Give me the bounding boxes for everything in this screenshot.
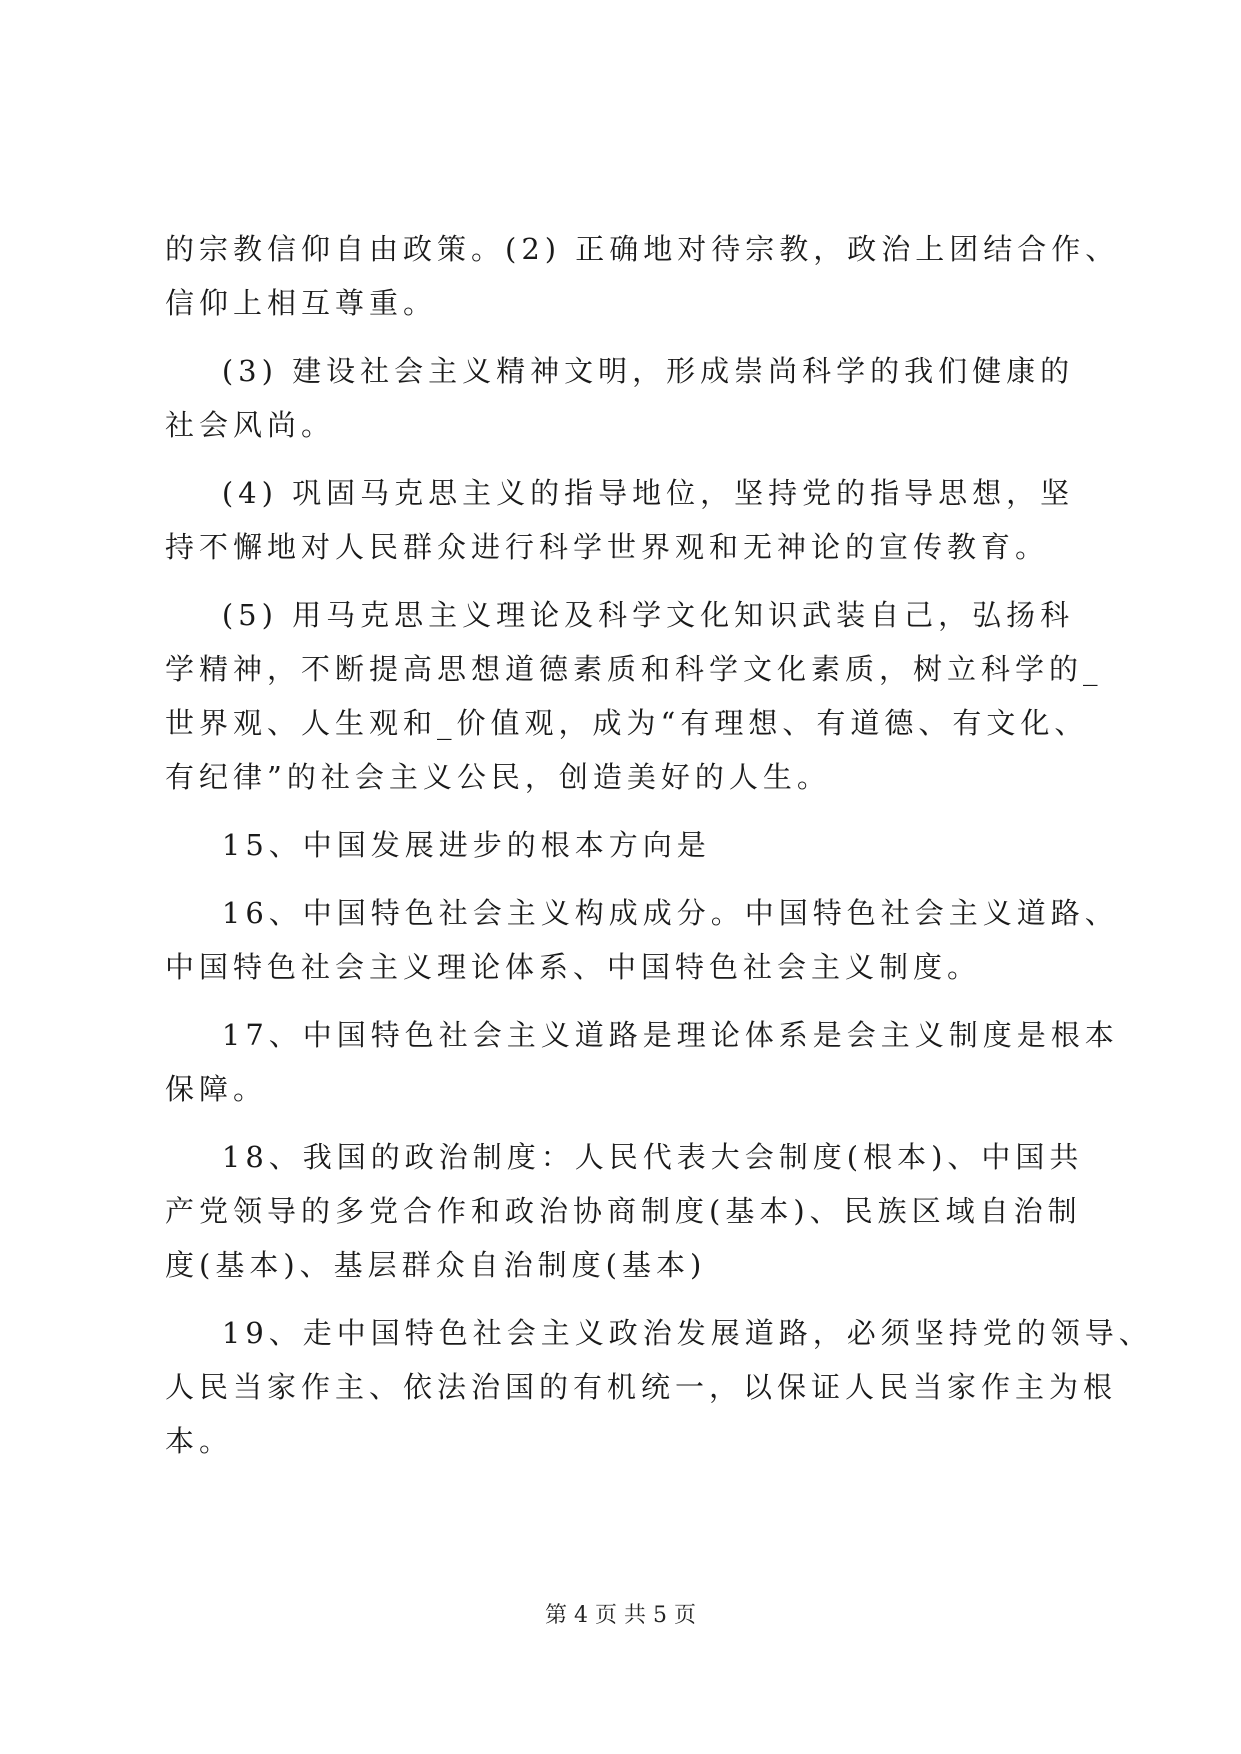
paragraph bbox=[165, 344, 1085, 452]
text-line: 度(基本)、基层群众自治制度(基本) bbox=[165, 1248, 707, 1282]
text-line: 信仰上相互尊重。 bbox=[165, 286, 438, 320]
text-line: 16、中国特色社会主义构成成分。中国特色社会主义道路、 bbox=[165, 896, 1119, 930]
text-line: 学精神，不断提高思想道德素质和科学文化素质，树立科学的_ bbox=[165, 652, 1103, 686]
text-line: 人民当家作主、依法治国的有机统一，以保证人民当家作主为根 bbox=[165, 1370, 1118, 1404]
text-line: 15、中国发展进步的根本方向是 bbox=[165, 828, 711, 862]
paragraph bbox=[165, 1008, 1119, 1116]
paragraph bbox=[165, 1130, 1085, 1292]
text-line: (5) 用马克思主义理论及科学文化知识武装自己，弘扬科 bbox=[165, 598, 1075, 632]
text-line: 17、中国特色社会主义道路是理论体系是会主义制度是根本 bbox=[165, 1018, 1119, 1052]
paragraph bbox=[165, 886, 1119, 994]
text-line: 保障。 bbox=[165, 1072, 268, 1106]
page-footer: 第 4 页 共 5 页 bbox=[545, 1603, 696, 1628]
paragraph bbox=[165, 818, 1085, 872]
text-line: 有纪律”的社会主义公民，创造美好的人生。 bbox=[165, 760, 831, 794]
text-line: 18、我国的政治制度：人民代表大会制度(根本)、中国共 bbox=[165, 1140, 1084, 1174]
document-body bbox=[165, 222, 1153, 1468]
paragraph bbox=[165, 466, 1085, 574]
paragraph bbox=[165, 588, 1103, 804]
text-line: 世界观、人生观和_价值观，成为“有理想、有道德、有文化、 bbox=[165, 706, 1089, 740]
text-line: 社会风尚。 bbox=[165, 408, 336, 442]
paragraph bbox=[165, 1306, 1153, 1468]
text-line: (4) 巩固马克思主义的指导地位，坚持党的指导思想，坚 bbox=[165, 476, 1075, 510]
text-line: 19、走中国特色社会主义政治发展道路，必须坚持党的领导、 bbox=[165, 1316, 1153, 1350]
text-line: 产党领导的多党合作和政治协商制度(基本)、民族区域自治制 bbox=[165, 1194, 1082, 1228]
text-line: 持不懈地对人民群众进行科学世界观和无神论的宣传教育。 bbox=[165, 530, 1050, 564]
paragraph bbox=[165, 222, 1120, 330]
text-line: 本。 bbox=[165, 1424, 234, 1458]
text-line: 的宗教信仰自由政策。(2) 正确地对待宗教，政治上团结合作、 bbox=[165, 232, 1120, 266]
text-line: (3) 建设社会主义精神文明，形成崇尚科学的我们健康的 bbox=[165, 354, 1075, 388]
text-line: 中国特色社会主义理论体系、中国特色社会主义制度。 bbox=[165, 950, 982, 984]
